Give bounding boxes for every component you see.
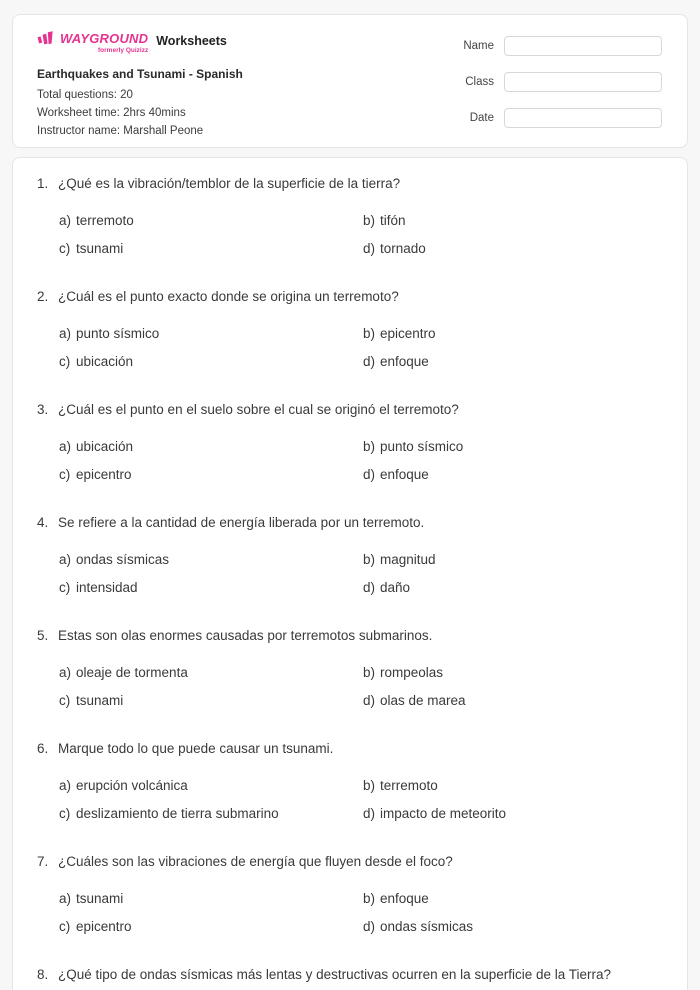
answer-option: [363, 664, 663, 682]
option-text: tsunami: [76, 241, 124, 256]
class-label: Class: [465, 76, 494, 88]
worksheet-title: Earthquakes and Tsunami - Spanish: [37, 67, 243, 81]
answer-option: [363, 890, 663, 908]
question-number: 6.: [37, 741, 49, 756]
date-input[interactable]: [504, 108, 662, 128]
instructor-name: Instructor name: Marshall Peone: [37, 125, 204, 137]
option-letter: a): [59, 213, 72, 228]
option-letter: d): [363, 693, 376, 708]
question-block: [37, 175, 663, 258]
option-text: tornado: [380, 241, 426, 256]
option-text: olas de marea: [380, 693, 466, 708]
question-block: [37, 853, 663, 936]
option-text: tsunami: [76, 693, 124, 708]
option-text: impacto de meteorito: [380, 806, 507, 821]
option-text: enfoque: [380, 467, 429, 482]
answer-option: [59, 579, 363, 597]
option-letter: d): [363, 580, 376, 595]
product-name: Worksheets: [156, 34, 227, 48]
total-questions: Total questions: 20: [37, 89, 133, 101]
worksheet-header-card: [12, 14, 688, 148]
option-letter: c): [59, 919, 71, 934]
option-text: tsunami: [76, 891, 124, 906]
date-field-row: [452, 108, 662, 128]
question-number: 4.: [37, 515, 49, 530]
question-row: [37, 966, 663, 984]
answer-option: [363, 579, 663, 597]
options-grid: [59, 325, 663, 371]
question-text: Se refiere a la cantidad de energía liberada por un terremoto.: [58, 515, 425, 530]
option-letter: a): [59, 778, 72, 793]
wayground-logo: [37, 31, 148, 54]
answer-option: [59, 777, 363, 795]
question-text: Estas son olas enormes causadas por terremotos submarinos.: [58, 628, 433, 643]
option-letter: c): [59, 467, 71, 482]
questions-list: [37, 175, 663, 984]
answer-option: [363, 240, 663, 258]
question-row: [37, 288, 663, 306]
option-text: epicentro: [76, 919, 132, 934]
question-number: 3.: [37, 402, 49, 417]
option-text: erupción volcánica: [76, 778, 188, 793]
wayground-logo-text: WAYGROUND: [60, 31, 149, 46]
option-letter: b): [363, 326, 376, 341]
answer-option: [59, 212, 363, 230]
name-field-row: [452, 36, 662, 56]
question-number: 2.: [37, 289, 49, 304]
option-letter: b): [363, 213, 376, 228]
answer-option: [59, 664, 363, 682]
question-row: [37, 740, 663, 758]
question-number: 5.: [37, 628, 49, 643]
question-block: [37, 740, 663, 823]
option-letter: c): [59, 806, 71, 821]
option-text: intensidad: [76, 580, 138, 595]
answer-option: [363, 353, 663, 371]
option-text: ubicación: [76, 439, 134, 454]
option-letter: d): [363, 241, 376, 256]
answer-option: [363, 805, 663, 823]
options-grid: [59, 438, 663, 484]
option-letter: d): [363, 467, 376, 482]
question-text: ¿Cuáles son las vibraciones de energía que fluyen desde el foco?: [58, 854, 453, 869]
option-text: terremoto: [380, 778, 438, 793]
options-grid: [59, 664, 663, 710]
question-number: 8.: [37, 967, 49, 982]
answer-option: [59, 466, 363, 484]
question-block: [37, 288, 663, 371]
option-text: rompeolas: [380, 665, 444, 680]
option-text: epicentro: [380, 326, 436, 341]
name-label: Name: [463, 40, 494, 52]
header-left: [37, 31, 243, 147]
worksheet-meta: [37, 86, 243, 140]
answer-option: [59, 805, 363, 823]
answer-option: [59, 240, 363, 258]
question-block: [37, 966, 663, 984]
question-row: [37, 514, 663, 532]
answer-option: [59, 325, 363, 343]
option-letter: d): [363, 919, 376, 934]
question-row: [37, 853, 663, 871]
brand-row: [37, 31, 243, 54]
option-text: enfoque: [380, 891, 429, 906]
question-row: [37, 175, 663, 193]
option-letter: c): [59, 241, 71, 256]
option-letter: c): [59, 693, 71, 708]
class-input[interactable]: [504, 72, 662, 92]
option-letter: a): [59, 665, 72, 680]
answer-option: [59, 438, 363, 456]
answer-option: [363, 212, 663, 230]
question-text: ¿Qué es la vibración/temblor de la superficie de la tierra?: [58, 176, 401, 191]
question-text: ¿Cuál es el punto en el suelo sobre el cual se originó el terremoto?: [58, 402, 459, 417]
option-text: punto sísmico: [380, 439, 464, 454]
option-text: punto sísmico: [76, 326, 160, 341]
option-text: oleaje de tormenta: [76, 665, 188, 680]
option-text: tifón: [380, 213, 406, 228]
options-grid: [59, 551, 663, 597]
answer-option: [59, 918, 363, 936]
option-text: ondas sísmicas: [380, 919, 474, 934]
question-text: Marque todo lo que puede causar un tsunami.: [58, 741, 334, 756]
option-letter: c): [59, 580, 71, 595]
option-text: epicentro: [76, 467, 132, 482]
answer-option: [363, 466, 663, 484]
question-block: [37, 514, 663, 597]
option-letter: a): [59, 552, 72, 567]
question-number: 1.: [37, 176, 49, 191]
worksheet-time: Worksheet time: 2hrs 40mins: [37, 107, 186, 119]
answer-option: [59, 353, 363, 371]
answer-option: [363, 438, 663, 456]
questions-card: [12, 157, 688, 990]
answer-option: [363, 692, 663, 710]
answer-option: [363, 551, 663, 569]
question-row: [37, 401, 663, 419]
answer-option: [59, 890, 363, 908]
question-block: [37, 627, 663, 710]
class-field-row: [452, 72, 662, 92]
question-text: ¿Cuál es el punto exacto donde se origina un terremoto?: [58, 289, 399, 304]
question-block: [37, 401, 663, 484]
answer-option: [59, 692, 363, 710]
answer-option: [363, 325, 663, 343]
option-text: enfoque: [380, 354, 429, 369]
name-input[interactable]: [504, 36, 662, 56]
wayground-logo-subtext: formerly Quizizz: [98, 47, 149, 54]
option-letter: c): [59, 354, 71, 369]
question-row: [37, 627, 663, 645]
option-letter: d): [363, 354, 376, 369]
options-grid: [59, 777, 663, 823]
option-text: ubicación: [76, 354, 134, 369]
option-letter: a): [59, 891, 72, 906]
option-letter: a): [59, 326, 72, 341]
option-letter: b): [363, 552, 376, 567]
wayground-logo-icon: [37, 31, 57, 46]
option-text: magnitud: [380, 552, 436, 567]
option-text: daño: [380, 580, 411, 595]
option-letter: d): [363, 806, 376, 821]
option-letter: b): [363, 891, 376, 906]
option-letter: b): [363, 778, 376, 793]
option-letter: b): [363, 439, 376, 454]
answer-option: [363, 777, 663, 795]
option-text: deslizamiento de tierra submarino: [76, 806, 279, 821]
option-text: ondas sísmicas: [76, 552, 170, 567]
option-letter: b): [363, 665, 376, 680]
student-fields: [452, 31, 662, 147]
option-letter: a): [59, 439, 72, 454]
answer-option: [59, 551, 363, 569]
date-label: Date: [469, 112, 494, 124]
question-text: ¿Qué tipo de ondas sísmicas más lentas y destructivas ocurren en la superficie de la Tierra?: [58, 967, 612, 982]
option-text: terremoto: [76, 213, 134, 228]
answer-option: [363, 918, 663, 936]
options-grid: [59, 890, 663, 936]
question-number: 7.: [37, 854, 49, 869]
options-grid: [59, 212, 663, 258]
